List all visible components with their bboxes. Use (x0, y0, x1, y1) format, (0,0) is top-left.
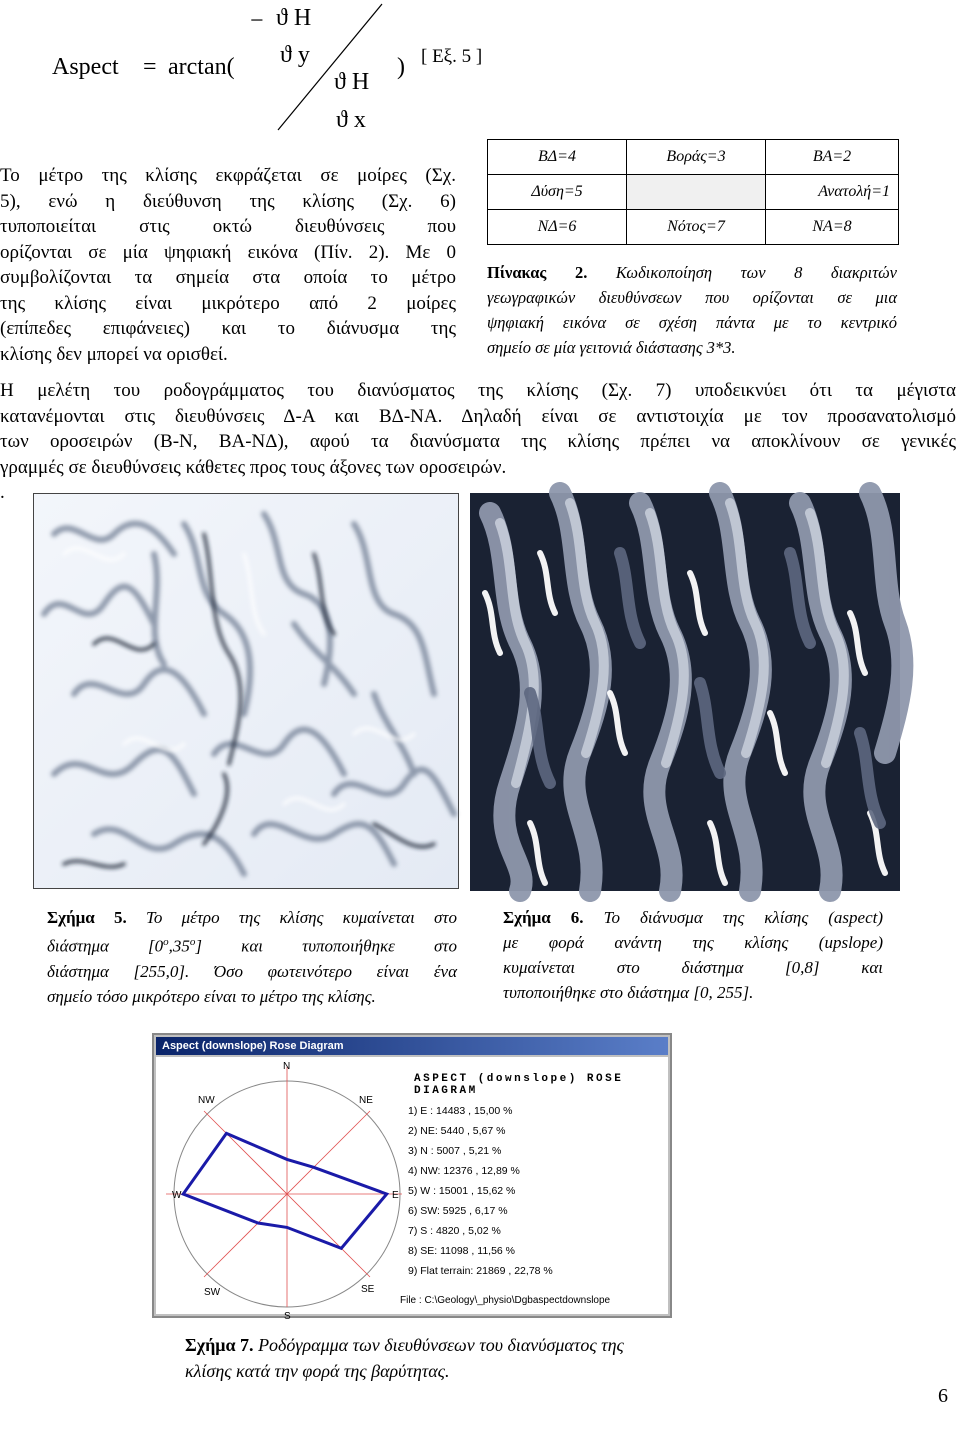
stray-dot: . (0, 482, 5, 503)
window-body (156, 1057, 668, 1322)
rose-stat: 1) E : 14483 , 15,00 % (408, 1105, 513, 1117)
rose-stat: 6) SW: 5925 , 6,17 % (408, 1205, 508, 1217)
intro-line: της κλίσης είναι μικρότερο από 2 μοίρες (0, 292, 456, 314)
equation-num1: ϑ H (276, 5, 312, 31)
figure-5-text: σημείο τόσο μικρότερο είναι το μέτρο της κλίσης. (47, 986, 376, 1006)
figure-7-label: Σχήμα 7. (185, 1335, 254, 1355)
equation-den1: ϑ y (280, 42, 310, 68)
compass-sw: SW (204, 1287, 221, 1298)
equation-num2: ϑ H (334, 69, 370, 95)
slope-magnitude-image (33, 493, 459, 889)
equation-close-paren: ) (397, 54, 405, 80)
rose-stat: 7) S : 4820 , 5,02 % (408, 1225, 501, 1237)
rose-stat: 9) Flat terrain: 21869 , 22,78 % (408, 1265, 553, 1277)
table-cell: ΝΔ=6 (488, 210, 627, 245)
figure-5-label: Σχήμα 5. (47, 908, 127, 927)
rose-stat: 3) N : 5007 , 5,21 % (408, 1145, 502, 1157)
rose-stat: 5) W : 15001 , 15,62 % (408, 1185, 516, 1197)
body-paragraph (0, 378, 956, 480)
aspect-image (470, 493, 900, 891)
slope-texture (34, 494, 458, 888)
table-caption-text: γεωγραφικών διευθύνσεων που ορίζονται σε μια (487, 288, 897, 307)
intro-line: 5), ενώ η διεύθυνση της κλίσης (Σχ. 6) (0, 190, 456, 212)
compass-n: N (283, 1061, 291, 1072)
equation-fraction-slash (270, 0, 390, 136)
rose-file-path: File : C:\Geology\_physio\Dgbaspectdownslope (400, 1295, 611, 1306)
table-row (488, 210, 899, 245)
body-line: των οροσειρών (Β-Ν, ΒΑ-ΝΔ), αφού τα διανύσματα της κλίσης πρέπει να αποκλίνουν σε γενικές (0, 431, 956, 452)
table-caption-text: Κωδικοποίηση των 8 διακριτών (587, 263, 897, 282)
figure-6-text: Το διάνυσμα της κλίσης (aspect) (583, 908, 884, 927)
equation-equals: = (143, 54, 157, 80)
figure-6-text: τυποποιήθηκε στο διάστημα [0, 255]. (503, 983, 754, 1002)
table-cell: Βοράς=3 (627, 140, 766, 175)
figure-6-text: με φορά ανάντη της κλίσης (upslope) (503, 933, 883, 952)
equation-lhs: Aspect (52, 54, 119, 80)
compass-s: S (284, 1311, 291, 1322)
aspect-texture (470, 493, 900, 891)
table-caption-text: σημείο σε μία γειτονιά διάστασης 3*3. (487, 338, 736, 357)
table-cell: Δύση=5 (488, 175, 627, 210)
equation-arctan: arctan( (168, 54, 235, 80)
body-line: γραμμές σε διευθύνσεις κάθετες προς τους άξονες των οροσειρών. (0, 456, 507, 478)
figure-6-text: κυμαίνεται στο διάστημα [0,8] και (503, 958, 883, 977)
table-row (488, 175, 899, 210)
compass-w: W (172, 1190, 182, 1201)
equation-minus: − (250, 8, 264, 34)
intro-line: συμβολίζονται τα σημεία στα οποία το μέτρο (0, 267, 456, 288)
rose-stat: 4) NW: 12376 , 12,89 % (408, 1165, 520, 1177)
table-cell: ΒΔ=4 (488, 140, 627, 175)
table-cell: ΝΑ=8 (766, 210, 899, 245)
intro-paragraph (0, 163, 456, 367)
rose-stat: 2) NE: 5440 , 5,67 % (408, 1125, 506, 1137)
rose-polygon (183, 1133, 387, 1248)
compass-e: E (392, 1190, 399, 1201)
rose-diagram-window[interactable] (152, 1033, 672, 1322)
compass-ne: NE (359, 1095, 373, 1106)
direction-code-table (487, 139, 899, 245)
intro-line: (επίπεδες επιφάνειες) και το διάνυσμα της (0, 318, 456, 339)
figure-5-text: διάστημα [0$^o$,35$^o$] και τυποποιήθηκε στο (47, 936, 457, 956)
intro-line: τυποποιείται στις οκτώ διευθύνσεις που (0, 216, 456, 237)
figure-5-caption (47, 905, 457, 1009)
equation-reference: [ Εξ. 5 ] (421, 46, 483, 67)
figure-5-text: Το μέτρο της κλίσης κυμαίνεται στο (126, 908, 457, 927)
table-caption-text: ψηφιακή εικόνα σε σχέση πάντα με το κεντρικό (487, 313, 897, 332)
figure-6-caption (503, 905, 883, 1005)
page-number: 6 (938, 1385, 948, 1407)
table-caption-label: Πίνακας 2. (487, 263, 588, 282)
equation-den2: ϑ x (336, 107, 366, 133)
window-titlebar[interactable]: Aspect (downslope) Rose Diagram (156, 1037, 668, 1055)
intro-line: κλίσης δεν μπορεί να ορισθεί. (0, 343, 228, 365)
compass-se: SE (361, 1284, 375, 1295)
table-cell: ΒΑ=2 (766, 140, 899, 175)
rose-stat: 8) SE: 11098 , 11,56 % (408, 1245, 516, 1257)
figure-7-text: κλίσης κατά την φορά της βαρύτητας. (185, 1361, 450, 1381)
figure-7-text: Ροδόγραμμα των διευθύνσεων του διανύσματος της (253, 1335, 624, 1355)
rose-heading: ASPECT (downslope) ROSE DIAGRAM (414, 1073, 624, 1097)
table-caption (487, 260, 897, 360)
body-line: Η μελέτη του ροδογράμματος του διανύσματος της κλίσης (Σχ. 7) υποδεικνύει ότι τα μέγιστα (0, 380, 956, 401)
compass-nw: NW (198, 1095, 215, 1106)
table-cell-center (627, 175, 766, 210)
table-row (488, 140, 899, 175)
table-cell: Νότος=7 (627, 210, 766, 245)
intro-line: Το μέτρο της κλίσης εκφράζεται σε μοίρες (Σχ. (0, 165, 456, 186)
figure-6-label: Σχήμα 6. (503, 908, 584, 927)
table-cell: Ανατολή=1 (766, 175, 899, 210)
body-line: κατανέμονται στις διευθύνσεις Δ-Α και ΒΔ-ΝΑ. Δηλαδή είναι σε αντιστοιχία με τον προσανατολισμό (0, 405, 956, 427)
figure-5-text: διάστημα [255,0]. Όσο φωτεινότερο είναι ένα (47, 961, 457, 981)
rose-diagram (156, 1057, 406, 1322)
intro-line: ορίζονται σε μία ψηφιακή εικόνα (Πίν. 2). Με 0 (0, 241, 456, 263)
figure-7-caption (185, 1332, 705, 1384)
